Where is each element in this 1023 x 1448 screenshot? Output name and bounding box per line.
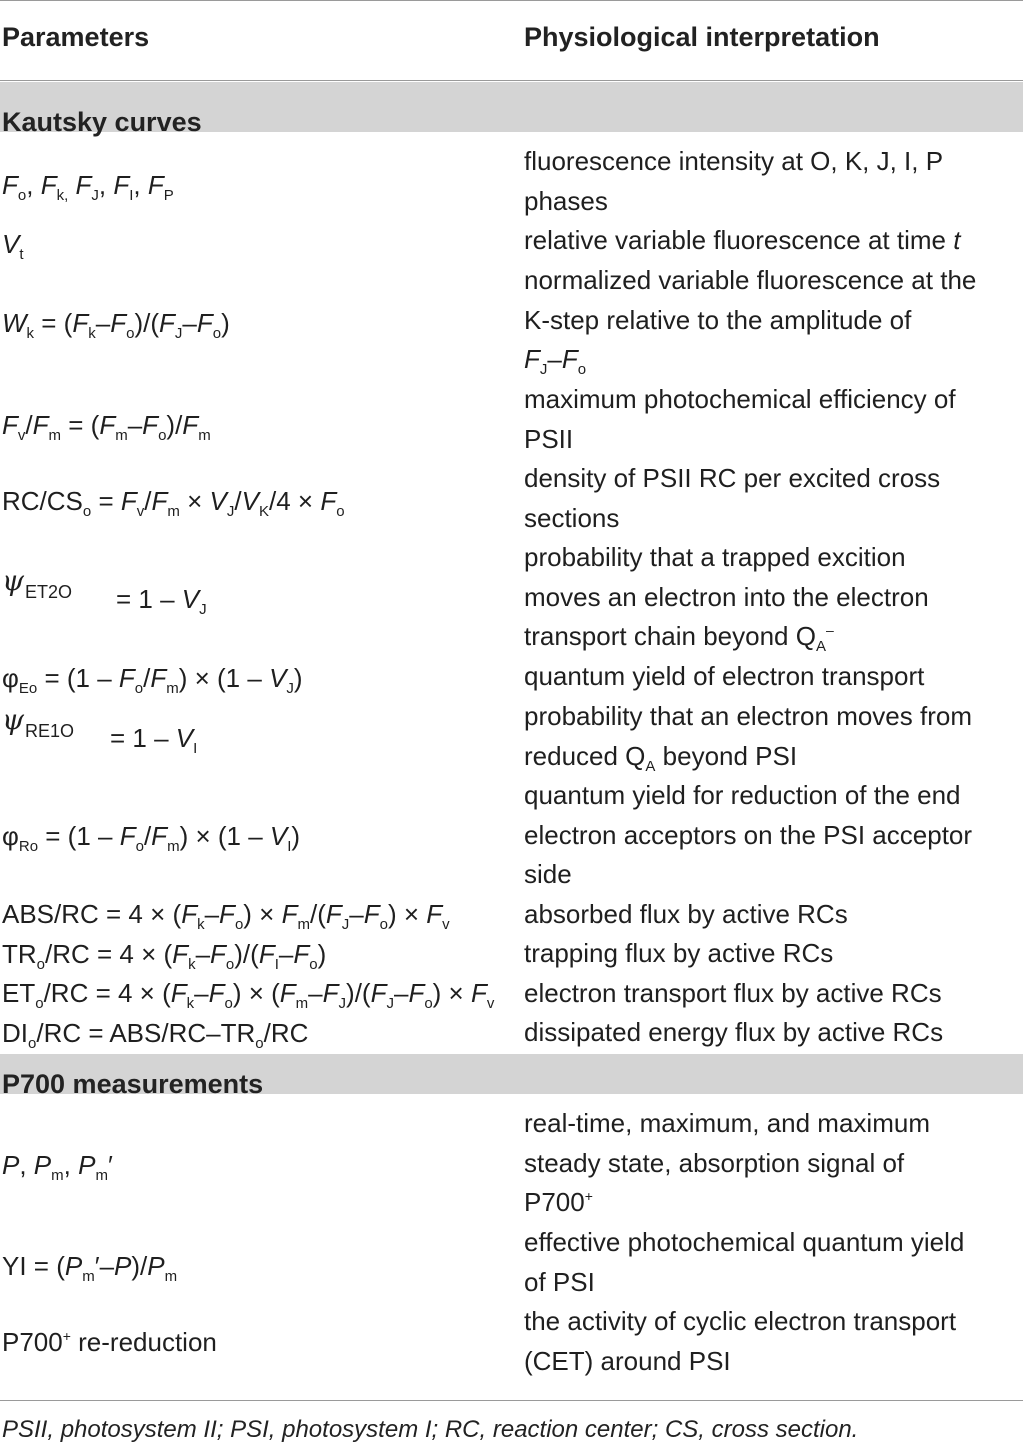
param-p700-rereduction: P700+ re-reduction [2, 1327, 217, 1357]
param-psi-re1o: $\psi_{RE1O}$ [2, 703, 74, 741]
section-title-kautsky: Kautsky curves [2, 107, 202, 137]
interp-p-pm: real-time, maximum, and maximum steady state, absorption signal of P700+ [524, 1108, 930, 1218]
param-eto-rc: $ET_o/RC = 4 \times (F_k-F_o) \times (F_m-F_J)/(F_J-F_o) \times F_v$ [2, 978, 495, 1012]
interp-vt: relative variable fluorescence at time t [524, 225, 961, 255]
param-psi-et2o-rhs: = $1 - V_J$ [116, 584, 207, 618]
interp-wk: normalized variable fluorescence at the K-step relative to the amplitude of $F_J-F_o$ [524, 265, 977, 379]
interp-fv-fm: maximum photochemical efficiency of PSII [524, 384, 956, 454]
interp-fluorescence-levels: fluorescence intensity at O, K, J, I, P phases [524, 146, 944, 216]
param-phi-ro: $\varphi_{Ro} = (1 - F_o/F_m) \times (1 - V_I)$ [2, 821, 301, 855]
param-tro-rc: $TR_o/RC = 4 \times (F_k-F_o)/(F_I-F_o)$ [2, 939, 327, 973]
interp-dio-rc: dissipated energy flux by active RCs [524, 1017, 944, 1047]
header-parameters: Parameters [2, 22, 150, 52]
interp-p700-rereduction: the activity of cyclic electron transport (CET) around PSI [524, 1306, 957, 1376]
interp-tro-rc: trapping flux by active RCs [524, 938, 834, 968]
param-psi-et2o: $\psi_{ET2O}$ [2, 564, 72, 602]
header-rule [0, 80, 1023, 81]
param-psi-re1o-rhs: = $1 - V_I$ [110, 723, 198, 757]
param-abs-rc: $ABS/RC = 4 \times (F_k-F_o) \times F_m/(F_J-F_o) \times F_v$ [2, 899, 450, 933]
interp-psi-re1o: probability that an electron moves from reduced $Q_A$ beyond PSI [524, 701, 972, 775]
top-rule [0, 0, 1023, 1]
interp-rc-cso: density of PSII RC per excited cross sections [524, 463, 941, 533]
interp-yi: effective photochemical quantum yield of PSI [524, 1227, 965, 1297]
interp-abs-rc: absorbed flux by active RCs [524, 899, 848, 929]
bottom-rule [0, 1400, 1023, 1401]
section-title-p700: P700 measurements [2, 1069, 264, 1099]
param-rc-cso: $RC/CS_o = F_v/F_m \times V_J/V_K/4 \times F_o$ [2, 486, 345, 520]
param-fluorescence-levels: $F_o$, $F_{k,}$ $F_J$, $F_I$, $F_P$ [2, 170, 174, 204]
param-phi-eo: $\varphi_{Eo} = (1 - F_o/F_m) \times (1 - V_J)$ [2, 663, 303, 697]
table-footnote: PSII, photosystem II; PSI, photosystem I; RC, reaction center; CS, cross section. [2, 1416, 859, 1443]
param-fv-fm: $F_v/F_m = (F_m-F_o)/F_m$ [2, 410, 211, 444]
param-yi: YI = $(P_m'-P)/P_m$ [2, 1251, 178, 1285]
section-band-p700 [0, 1054, 1023, 1099]
header-interpretation: Physiological interpretation [524, 22, 880, 52]
interp-psi-et2o: probability that a trapped excition moves an electron into the electron transport chain beyond $Q_A^-$ [524, 542, 929, 656]
section-band-kautsky [0, 82, 1023, 137]
param-p-pm: P, $P_m$, $P_m'$ [2, 1150, 113, 1184]
interp-phi-ro: quantum yield for reduction of the end electron acceptors on the PSI acceptor side [524, 780, 973, 890]
interp-eto-rc: electron transport flux by active RCs [524, 978, 942, 1008]
param-wk: $W_k = (F_k-F_o)/(F_J-F_o)$ [2, 308, 230, 342]
param-vt: $V_t$ [2, 229, 24, 263]
interp-phi-eo: quantum yield of electron transport [524, 661, 925, 691]
param-dio-rc: $DI_o/RC = ABS/RC-TR_o/RC$ [2, 1018, 309, 1052]
